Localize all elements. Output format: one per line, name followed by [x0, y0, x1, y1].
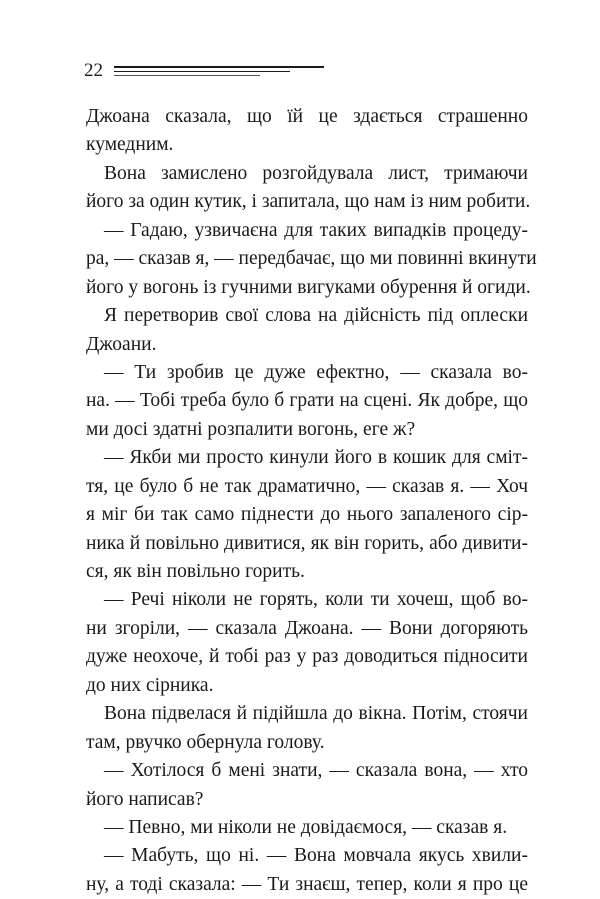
text-line: ся, як він повільно горить.: [86, 561, 305, 582]
text-line: ника й повільно дивитися, як він горить, або дивити-: [86, 532, 528, 554]
page-number: 22: [84, 60, 103, 81]
text-line: Я перетворив свої слова на дійсність під оплески: [104, 305, 528, 327]
text-line: — Ти зробив це дуже ефектно, — сказала во-: [104, 361, 528, 383]
text-line: ну, а тоді сказала: — Ти знаєш, тепер, коли я про це: [86, 873, 528, 895]
header-rule-thick: [114, 66, 324, 68]
text-line: тя, це було б не так драматично, — сказав я. — Хоч: [86, 475, 528, 497]
text-line: Вона замислено розгойдувала лист, тримаючи: [104, 162, 528, 184]
text-line: ни згоріли, — сказала Джоана. — Вони догоряють: [86, 617, 528, 639]
text-line: там, рвучко обернула голову.: [86, 731, 325, 753]
text-line: — Хотілося б мені знати, — сказала вона, — хто: [104, 760, 528, 782]
text-line: Джоани.: [86, 333, 157, 355]
text-line: — Певно, ми ніколи не довідаємося, — сказав я.: [104, 816, 508, 838]
text-line: я міг би так само піднести до нього запаленого сір-: [86, 504, 528, 526]
text-line: — Мабуть, що ні. — Вона мовчала якусь хвили-: [104, 845, 528, 867]
text-line: його написав?: [86, 788, 204, 810]
text-line: його у вогонь із гучними вигуками обурення й огиди.: [86, 276, 531, 298]
text-line: — Речі ніколи не горять, коли ти хочеш, щоб во-: [104, 589, 528, 611]
text-line: дуже неохоче, й тобі раз у раз доводиться підносити: [86, 646, 528, 668]
text-line: Джоана сказала, що їй це здається страшенно: [86, 106, 528, 127]
text-line: ми досі здатні розпалити вогонь, еге ж?: [86, 418, 416, 440]
header-rule-faint: [114, 75, 260, 76]
text-line: — Якби ми просто кинули його в кошик для сміт-: [104, 447, 528, 469]
body-text: [86, 103, 537, 899]
text-line: до них сірника.: [86, 674, 214, 696]
text-line: на. — Тобі треба було б грати на сцені. Як добре, що: [86, 390, 528, 412]
text-line: Вона підвелася й підійшла до вікна. Потім, стоячи: [104, 703, 528, 725]
text-line: — Гадаю, узвичаєна для таких випадків процеду-: [104, 219, 528, 241]
text-line: ра, — сказав я, — передбачає, що ми повинні вкинути: [86, 248, 537, 270]
header-rule-thin: [114, 71, 290, 72]
text-line: кумедним.: [86, 134, 174, 156]
text-line: його за один кутик, і запитала, що нам із ним робити.: [86, 191, 531, 213]
